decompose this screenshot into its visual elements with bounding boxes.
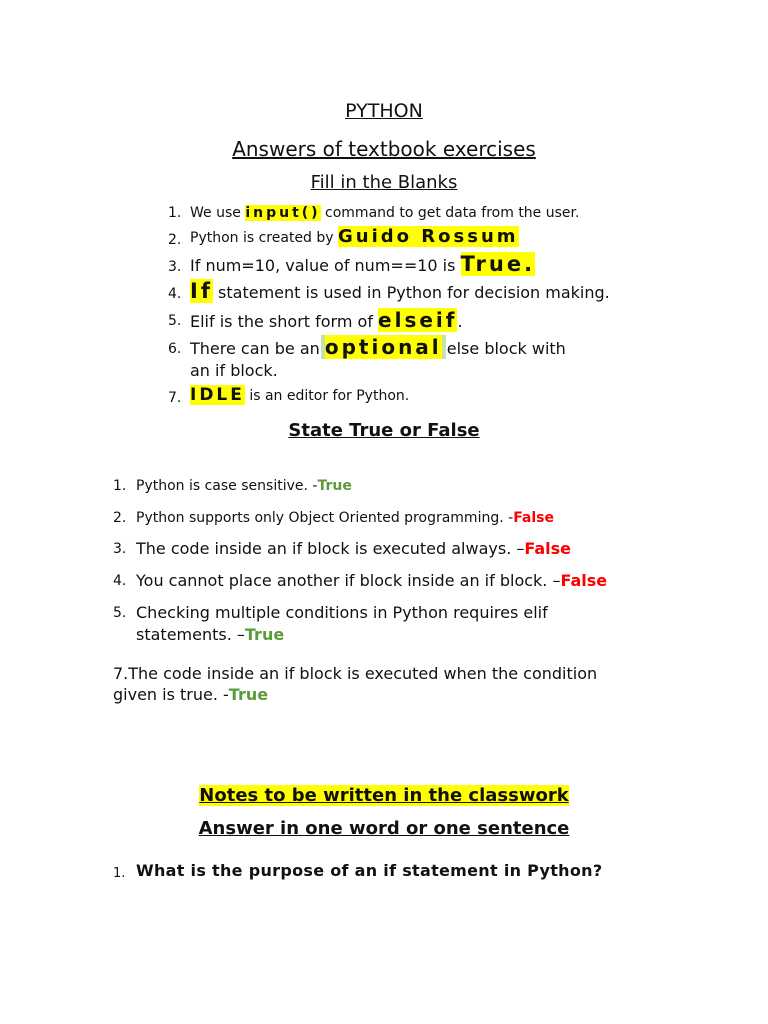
list-number: 4. bbox=[113, 573, 127, 589]
answer-true: True bbox=[317, 478, 352, 494]
answer-true: True bbox=[228, 685, 269, 704]
list-number: 5. bbox=[113, 605, 127, 621]
list-item bbox=[190, 308, 463, 332]
item-text: is an editor for Python. bbox=[244, 388, 410, 404]
list-item bbox=[136, 571, 607, 590]
list-number: 6. bbox=[168, 341, 182, 357]
item-text: You cannot place another if block inside an if block. – bbox=[136, 571, 561, 590]
item-text: Python is case sensitive. - bbox=[136, 478, 318, 494]
page-title: PYTHON bbox=[345, 100, 423, 122]
item-text: There can be an bbox=[190, 339, 325, 358]
answer-highlight: input() bbox=[245, 205, 321, 221]
list-item bbox=[136, 625, 284, 644]
list-number: 3. bbox=[113, 541, 127, 557]
list-item bbox=[136, 539, 571, 558]
answer-true: True bbox=[244, 625, 285, 644]
list-item bbox=[113, 685, 268, 704]
item-text: statement is used in Python for decision making. bbox=[212, 283, 610, 302]
list-number: 1. bbox=[168, 205, 182, 221]
item-text: statements. – bbox=[136, 625, 245, 644]
list-item bbox=[190, 279, 610, 303]
item-text: The code inside an if block is executed always. – bbox=[136, 539, 525, 558]
answer-highlight: optional bbox=[324, 335, 442, 359]
item-text: If num=10, value of num==10 is bbox=[190, 256, 461, 275]
notes-heading-text: Notes to be written in the classwork bbox=[199, 785, 569, 806]
section-heading-fill-blanks: Fill in the Blanks bbox=[310, 172, 458, 193]
answer-false: False bbox=[524, 539, 572, 558]
list-number: 3. bbox=[168, 259, 182, 275]
list-number: 2. bbox=[168, 232, 182, 248]
item-text: command to get data from the user. bbox=[320, 205, 580, 221]
list-item bbox=[136, 510, 554, 526]
item-text: Python is created by bbox=[190, 230, 339, 246]
item-text: an if block. bbox=[190, 361, 278, 380]
item-text: else block with bbox=[441, 339, 566, 358]
list-number: 5. bbox=[168, 313, 182, 329]
answer-highlight: elseif bbox=[378, 308, 458, 332]
list-number: 4. bbox=[168, 286, 182, 302]
list-item bbox=[190, 252, 535, 276]
answer-false: False bbox=[560, 571, 608, 590]
item-text: Checking multiple conditions in Python requires elif bbox=[136, 603, 548, 622]
item-text: 7.The code inside an if block is executed when the condition bbox=[113, 664, 598, 683]
list-item bbox=[190, 335, 566, 359]
list-item bbox=[190, 205, 579, 221]
notes-heading bbox=[0, 785, 768, 806]
list-item bbox=[190, 226, 519, 247]
list-item bbox=[190, 385, 409, 405]
item-text: Python supports only Object Oriented programming. - bbox=[136, 510, 514, 526]
answer-false: False bbox=[513, 510, 555, 526]
page-subtitle: Answers of textbook exercises bbox=[232, 137, 536, 161]
answer-highlight: IDLE bbox=[190, 385, 245, 405]
section-heading-true-false: State True or False bbox=[288, 420, 480, 441]
item-text: Elif is the short form of bbox=[190, 312, 379, 331]
item-text: We use bbox=[190, 205, 246, 221]
answer-highlight: If bbox=[190, 279, 213, 303]
list-number: 1. bbox=[113, 478, 127, 494]
item-text: . bbox=[457, 312, 463, 331]
item-text: given is true. - bbox=[113, 685, 229, 704]
answer-highlight: True. bbox=[460, 252, 536, 276]
list-number: 2. bbox=[113, 510, 127, 526]
list-item bbox=[136, 478, 352, 494]
list-number: 7. bbox=[168, 390, 182, 406]
question-text: What is the purpose of an if statement in Python? bbox=[136, 861, 603, 880]
answer-highlight: Guido Rossum bbox=[338, 226, 519, 247]
section-heading-answer: Answer in one word or one sentence bbox=[198, 818, 570, 839]
list-number: 1. bbox=[113, 866, 126, 881]
